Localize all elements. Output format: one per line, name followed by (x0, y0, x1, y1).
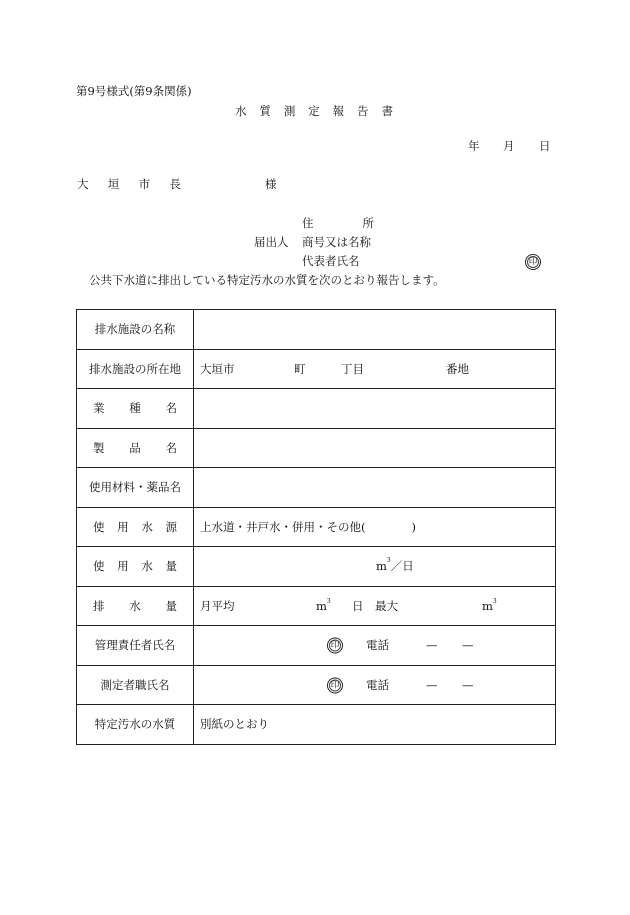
label-text: 排水施設の所在地 (89, 361, 181, 376)
materials-field[interactable] (194, 468, 556, 508)
submitter-seal (525, 254, 541, 270)
title-char: 告 (357, 104, 369, 118)
label-char: 名 (165, 440, 177, 455)
table-row (77, 428, 556, 468)
label-char: 水 (141, 559, 153, 574)
town-text: 町 (294, 361, 306, 376)
unit-text: $m^3$ (482, 597, 497, 613)
label-char: 種 (129, 401, 141, 416)
facility-name-field[interactable] (194, 310, 556, 350)
label-char: 業 (93, 401, 105, 416)
label-text: 排水施設の名称 (94, 322, 176, 337)
label-char: 品 (129, 440, 141, 455)
address-char: 住 (302, 216, 314, 230)
banchi-text: 番地 (446, 361, 469, 376)
industry-field[interactable] (194, 389, 556, 429)
table-row (77, 626, 556, 666)
table-row (77, 705, 556, 745)
label-char: 排 (93, 598, 105, 613)
water-quality-field[interactable] (194, 705, 556, 745)
honorific: 様 (265, 177, 277, 191)
table-row (77, 468, 556, 508)
manager-field[interactable] (194, 626, 556, 666)
per-day-text: 日 (352, 598, 364, 613)
manager-seal (327, 637, 343, 654)
measurer-seal (327, 676, 343, 693)
facility-location-field[interactable] (194, 349, 556, 389)
max-text: 最大 (375, 598, 398, 613)
form-number: 第9号様式(第9条関係) (76, 84, 192, 98)
title-char: 書 (381, 104, 393, 118)
table-row (77, 586, 556, 626)
phone-dash: — (462, 638, 474, 653)
label-text: 測定者職氏名 (100, 677, 170, 692)
seal-icon: 印 (327, 677, 343, 693)
phone-label: 電話 (366, 638, 389, 653)
monthly-avg-text: 月平均 (200, 598, 235, 613)
label-text: 管理責任者氏名 (94, 638, 176, 653)
submitter-role: 届出人 (254, 235, 289, 249)
business-name-label: 商号又は名称 (302, 235, 371, 249)
row-label (77, 310, 194, 350)
statement: 公共下水道に排出している特定汚水の水質を次のとおり報告します。 (89, 273, 445, 287)
label-text: 特定汚水の水質 (94, 717, 176, 732)
label-char: 使 (93, 559, 105, 574)
phone-dash: — (462, 677, 474, 692)
document-title (235, 106, 393, 118)
row-label (77, 468, 194, 508)
row-label (77, 507, 194, 547)
label-char: 用 (117, 519, 129, 534)
seal-icon: 印 (525, 254, 541, 270)
label-char: 使 (93, 519, 105, 534)
product-field[interactable] (194, 428, 556, 468)
unit-text: $m^3$ (316, 597, 331, 613)
title-char: 質 (259, 104, 271, 118)
label-char: 名 (165, 401, 177, 416)
phone-label: 電話 (366, 677, 389, 692)
table-row (77, 507, 556, 547)
phone-dash: — (426, 638, 438, 653)
row-label (77, 428, 194, 468)
water-source-field[interactable] (194, 507, 556, 547)
discharge-volume-field[interactable] (194, 586, 556, 626)
table-row (77, 665, 556, 705)
label-char: 水 (129, 598, 141, 613)
title-char: 測 (283, 104, 296, 118)
row-label (77, 626, 194, 666)
table-row (77, 389, 556, 429)
table-row (77, 547, 556, 587)
date-year: 年 (468, 139, 480, 153)
row-label (77, 389, 194, 429)
title-char: 報 (332, 104, 345, 118)
address-label (302, 218, 374, 230)
measurer-field[interactable] (194, 665, 556, 705)
report-table (76, 309, 556, 745)
water-source-options: 上水道・井戸水・併用・その他( ) (200, 519, 416, 534)
water-quality-text: 別紙のとおり (200, 717, 269, 732)
unit-text: $m^3/$日 (376, 557, 414, 574)
city-text: 大垣市 (200, 361, 235, 376)
addressee-char: 市 (138, 177, 151, 191)
label-char: 用 (117, 559, 129, 574)
label-char: 量 (165, 559, 177, 574)
label-char: 水 (141, 519, 153, 534)
label-char: 源 (165, 519, 177, 534)
label-text: 使用材料・薬品名 (89, 480, 181, 495)
title-char: 定 (308, 104, 320, 118)
chome-text: 丁目 (341, 361, 364, 376)
table-row (77, 349, 556, 389)
row-label (77, 586, 194, 626)
row-label (77, 349, 194, 389)
addressee (77, 179, 181, 191)
label-char: 製 (93, 440, 105, 455)
date-month: 月 (503, 139, 515, 153)
label-char: 量 (165, 598, 177, 613)
table-row (77, 310, 556, 350)
address-char: 所 (362, 216, 374, 230)
date-day: 日 (539, 139, 551, 153)
phone-dash: — (426, 677, 438, 692)
row-label (77, 705, 194, 745)
title-char: 水 (235, 104, 247, 118)
addressee-char: 垣 (107, 177, 120, 191)
seal-icon: 印 (327, 638, 343, 654)
representative-label: 代表者氏名 (302, 254, 360, 268)
water-usage-field[interactable] (194, 547, 556, 587)
addressee-char: 大 (77, 177, 89, 191)
row-label (77, 547, 194, 587)
row-label (77, 665, 194, 705)
addressee-char: 長 (169, 177, 181, 191)
